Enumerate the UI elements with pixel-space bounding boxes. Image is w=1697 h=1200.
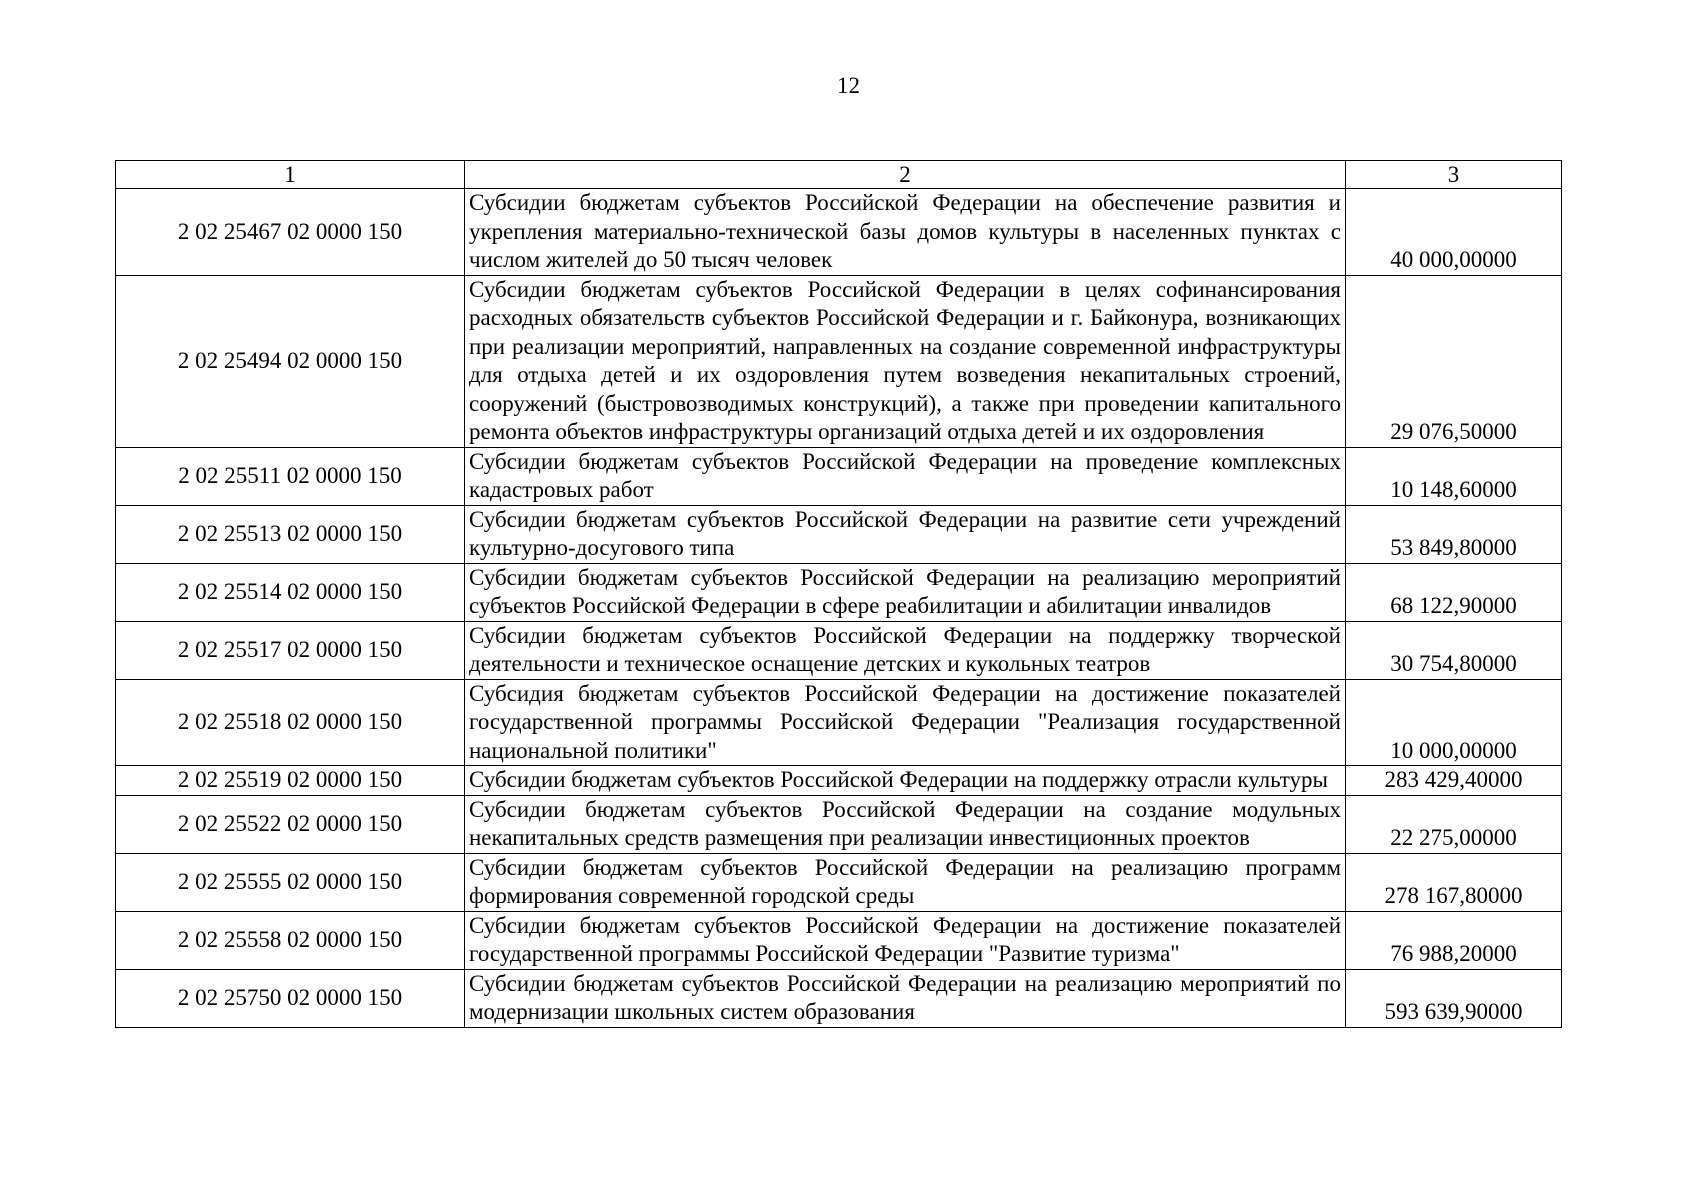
code-cell: 2 02 25750 02 0000 150 xyxy=(116,969,465,1027)
amount-cell: 30 754,80000 xyxy=(1346,621,1562,679)
amount-cell: 593 639,90000 xyxy=(1346,969,1562,1027)
amount-cell: 10 000,00000 xyxy=(1346,679,1562,766)
description-cell: Субсидии бюджетам субъектов Российской Федерации на поддержку творческой деятельности и техническое оснащение детских и кукольных театров xyxy=(465,621,1346,679)
table-row xyxy=(116,505,1562,563)
code-cell: 2 02 25519 02 0000 150 xyxy=(116,766,465,796)
amount-cell: 22 275,00000 xyxy=(1346,795,1562,853)
code-cell: 2 02 25558 02 0000 150 xyxy=(116,911,465,969)
description-cell: Субсидии бюджетам субъектов Российской Федерации на создание модульных некапитальных средств размещения при реализации инвестиционных проектов xyxy=(465,795,1346,853)
amount-cell: 76 988,20000 xyxy=(1346,911,1562,969)
table-row xyxy=(116,969,1562,1027)
description-cell: Субсидии бюджетам субъектов Российской Федерации на реализацию мероприятий субъектов Российской Федерации в сфере реабилитации и абилитации инвалидов xyxy=(465,563,1346,621)
table-row xyxy=(116,795,1562,853)
amount-cell: 53 849,80000 xyxy=(1346,505,1562,563)
amount-cell: 40 000,00000 xyxy=(1346,189,1562,276)
description-cell: Субсидии бюджетам субъектов Российской Федерации в целях софинансирования расходных обязательств субъектов Российской Федерации и г. Байконура, возникающих при реализации мероприятий, направленных на создание современной инфраструктуры для отдыха детей и их оздоровления путем возведения некапитальных строений, сооружений (быстровозводимых конструкций), а также при проведении капитального ремонта объектов инфраструктуры организаций отдыха детей и их оздоровления xyxy=(465,275,1346,447)
table-header-row xyxy=(116,161,1562,189)
amount-cell: 29 076,50000 xyxy=(1346,275,1562,447)
code-cell: 2 02 25514 02 0000 150 xyxy=(116,563,465,621)
code-cell: 2 02 25511 02 0000 150 xyxy=(116,447,465,505)
code-cell: 2 02 25513 02 0000 150 xyxy=(116,505,465,563)
description-cell: Субсидии бюджетам субъектов Российской Федерации на поддержку отрасли культуры xyxy=(465,766,1346,796)
table-row xyxy=(116,766,1562,796)
table-row xyxy=(116,621,1562,679)
table-row xyxy=(116,275,1562,447)
amount-cell: 10 148,60000 xyxy=(1346,447,1562,505)
description-cell: Субсидии бюджетам субъектов Российской Федерации на достижение показателей государственной программы Российской Федерации "Развитие туризма" xyxy=(465,911,1346,969)
description-cell: Субсидии бюджетам субъектов Российской Федерации на реализацию программ формирования современной городской среды xyxy=(465,853,1346,911)
page-number: 12 xyxy=(837,73,860,98)
description-cell: Субсидии бюджетам субъектов Российской Федерации на проведение комплексных кадастровых работ xyxy=(465,447,1346,505)
code-cell: 2 02 25518 02 0000 150 xyxy=(116,679,465,766)
table-row xyxy=(116,447,1562,505)
table-row xyxy=(116,853,1562,911)
code-cell: 2 02 25522 02 0000 150 xyxy=(116,795,465,853)
code-cell: 2 02 25467 02 0000 150 xyxy=(116,189,465,276)
description-cell: Субсидия бюджетам субъектов Российской Федерации на достижение показателей государственной программы Российской Федерации "Реализация государственной национальной политики" xyxy=(465,679,1346,766)
code-cell: 2 02 25555 02 0000 150 xyxy=(116,853,465,911)
amount-cell: 68 122,90000 xyxy=(1346,563,1562,621)
table-row xyxy=(116,911,1562,969)
code-cell: 2 02 25517 02 0000 150 xyxy=(116,621,465,679)
column-header-3: 3 xyxy=(1346,161,1562,189)
table-row xyxy=(116,189,1562,276)
amount-cell: 278 167,80000 xyxy=(1346,853,1562,911)
column-header-1: 1 xyxy=(116,161,465,189)
table-row xyxy=(116,563,1562,621)
amount-cell: 283 429,40000 xyxy=(1346,766,1562,796)
code-cell: 2 02 25494 02 0000 150 xyxy=(116,275,465,447)
table-row xyxy=(116,679,1562,766)
description-cell: Субсидии бюджетам субъектов Российской Федерации на обеспечение развития и укрепления материально-технической базы домов культуры в населенных пунктах с числом жителей до 50 тысяч человек xyxy=(465,189,1346,276)
budget-table xyxy=(115,160,1562,1028)
description-cell: Субсидии бюджетам субъектов Российской Федерации на развитие сети учреждений культурно-досугового типа xyxy=(465,505,1346,563)
description-cell: Субсидии бюджетам субъектов Российской Федерации на реализацию мероприятий по модернизации школьных систем образования xyxy=(465,969,1346,1027)
column-header-2: 2 xyxy=(465,161,1346,189)
